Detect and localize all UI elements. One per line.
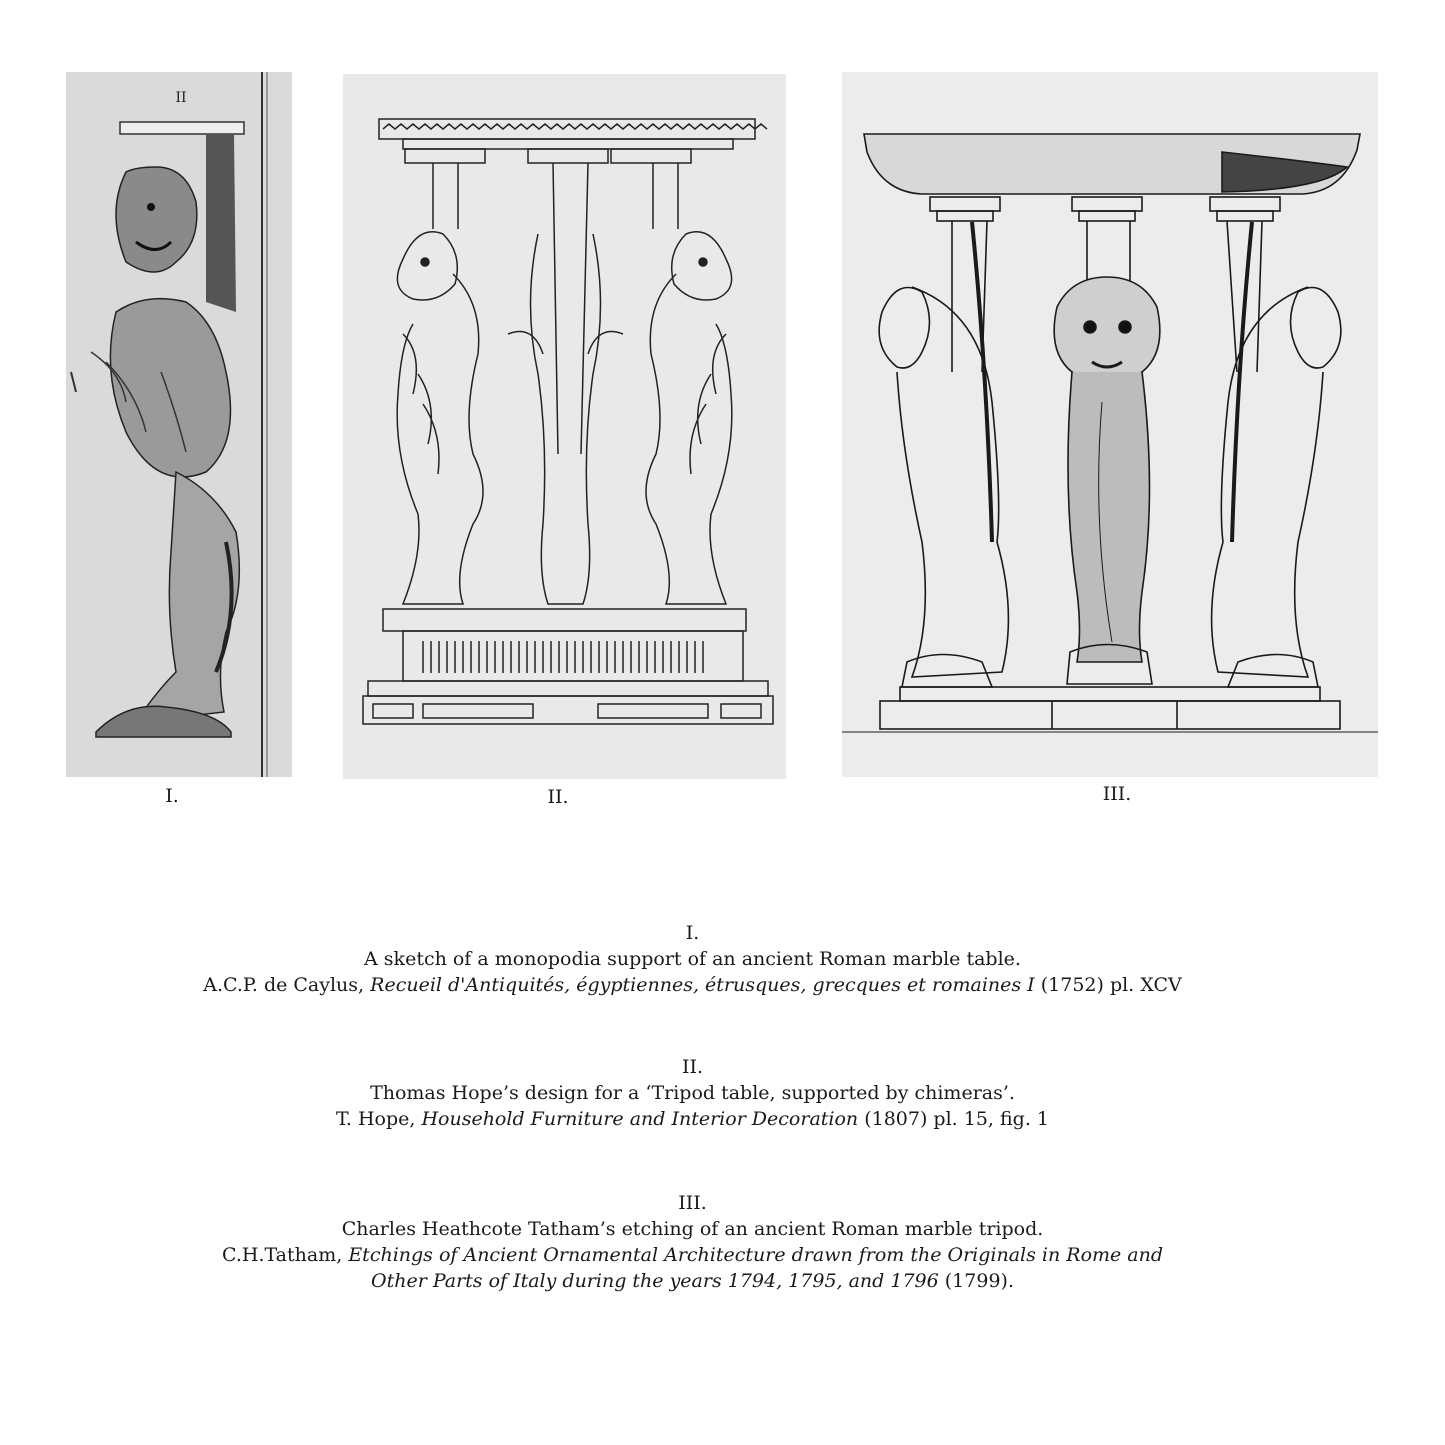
plate-1-inner-label: II xyxy=(175,90,187,106)
caption-1-author: A.C.P. de Caylus, xyxy=(203,974,371,996)
marble-tripod-etching xyxy=(842,72,1378,777)
caption-3 xyxy=(100,1190,1285,1294)
tripod-table-drawing xyxy=(343,74,786,779)
plate-3-label: III. xyxy=(1102,783,1132,805)
caption-3-book-title: Etchings of Ancient Ornamental Architecture drawn from the Originals in Rome and xyxy=(348,1244,1164,1266)
caption-2 xyxy=(100,1054,1285,1132)
caption-3-author: C.H.Tatham, xyxy=(221,1244,349,1266)
plate-2-label: II. xyxy=(547,786,569,808)
caption-3-numeral: III. xyxy=(678,1192,707,1214)
plate-3-image xyxy=(842,72,1378,777)
caption-1-book-title: Recueil d'Antiquités, égyptiennes, étrusques, grecques et romaines I xyxy=(370,974,1035,996)
plate-1-image xyxy=(66,72,292,777)
caption-1 xyxy=(100,920,1285,998)
caption-3-reference xyxy=(100,1242,1285,1268)
caption-2-author: T. Hope, xyxy=(335,1108,422,1130)
caption-3-title: Charles Heathcote Tatham’s etching of an ancient Roman marble tripod. xyxy=(341,1218,1044,1240)
caption-3-book-title-cont: Other Parts of Italy during the years 1794, 1795, and 1796 xyxy=(371,1270,939,1292)
caption-2-numeral: II. xyxy=(681,1056,704,1078)
caption-1-title: A sketch of a monopodia support of an ancient Roman marble table. xyxy=(364,948,1021,970)
plate-1-label: I. xyxy=(165,785,179,807)
caption-2-title: Thomas Hope’s design for a ‘Tripod table, supported by chimeras’. xyxy=(370,1082,1015,1104)
caption-3-reference-cont xyxy=(100,1268,1285,1294)
caption-1-date: (1752) pl. XCV xyxy=(1034,974,1182,996)
caption-1-reference xyxy=(100,972,1285,998)
caption-2-date: (1807) pl. 15, fig. 1 xyxy=(858,1108,1050,1130)
caption-2-book-title: Household Furniture and Interior Decoration xyxy=(421,1108,859,1130)
caption-3-date: (1799). xyxy=(938,1270,1014,1292)
plate-2-image xyxy=(343,74,786,779)
caption-2-reference xyxy=(100,1106,1285,1132)
caption-1-numeral: I. xyxy=(685,922,700,944)
monopodia-engraving xyxy=(66,72,292,777)
